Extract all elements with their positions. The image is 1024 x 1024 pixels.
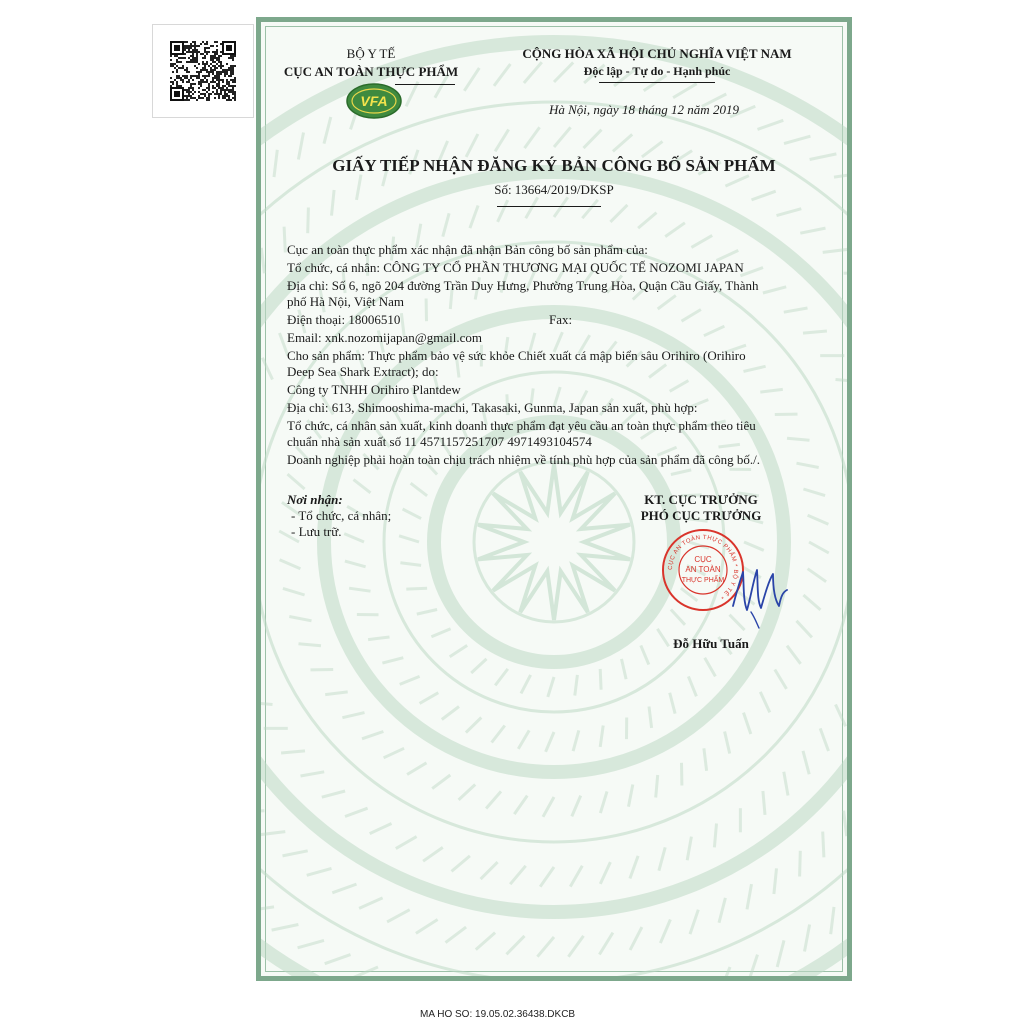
vfa-logo (345, 82, 403, 120)
standard-line-2: chuẩn nhà sản xuất số 11 4571157251707 4971493104574 (287, 434, 592, 449)
signatory-title-1: KT. CỤC TRƯỞNG (644, 492, 758, 507)
email-line: Email: xnk.nozomijapan@gmail.com (287, 330, 483, 345)
qr-code-image (170, 41, 236, 101)
qr-code-box (152, 24, 254, 118)
motto-underline (599, 82, 715, 83)
signatory-name: Đỗ Hữu Tuấn (673, 636, 749, 651)
stamp-ring-text: CỤC AN TOÀN THỰC PHẨM * BỘ Y TẾ * (667, 534, 739, 600)
address-line-1: Địa chỉ: Số 6, ngõ 204 đường Trần Duy Hưng, Phường Trung Hòa, Quận Cầu Giấy, Thành (287, 278, 759, 293)
title-underline (497, 206, 601, 207)
manufacturer-line: Công ty TNHH Orihiro Plantdew (287, 382, 461, 397)
country-name: CỘNG HÒA XÃ HỘI CHỦ NGHĨA VIỆT NAM (522, 46, 792, 61)
document-number: Số: 13664/2019/DKSP (494, 182, 614, 197)
fax-label: Fax: (549, 312, 573, 327)
document-title: GIẤY TIẾP NHẬN ĐĂNG KÝ BẢN CÔNG BỐ SẢN PHẨM (332, 156, 776, 175)
body-line-1: Cục an toàn thực phẩm xác nhận đã nhận Bản công bố sản phẩm của: (287, 242, 648, 257)
stamp-center-line-3: THỰC PHẨM (681, 577, 725, 584)
phone-line: Điện thoại: 18006510 (287, 312, 401, 327)
national-motto: Độc lập - Tự do - Hạnh phúc (583, 64, 731, 78)
document-content (261, 22, 847, 976)
recipient-item-2: - Lưu trữ. (291, 524, 342, 539)
svg-text:VFA: VFA (360, 93, 388, 109)
ministry-name: BỘ Y TẾ (346, 46, 396, 61)
responsibility-line: Doanh nghiệp phải hoàn toàn chịu trách nhiệm về tính phù hợp của sản phẩm đã công bố./. (287, 452, 760, 467)
recipients-heading: Nơi nhận: (287, 492, 343, 507)
handwritten-signature (721, 552, 801, 632)
left-header-rule (395, 84, 455, 85)
department-name: CỤC AN TOÀN THỰC PHẨM (283, 64, 459, 79)
product-line-2: Deep Sea Shark Extract); do: (287, 364, 439, 379)
recipient-item-1: - Tổ chức, cá nhân; (291, 508, 392, 523)
certificate-document (256, 17, 852, 981)
address-line-2: phố Hà Nội, Việt Nam (287, 294, 405, 309)
stamp-center-line-1: CỤC (694, 555, 712, 564)
manufacturer-address-line: Địa chỉ: 613, Shimooshima-machi, Takasaki, Gunma, Japan sản xuất, phù hợp: (287, 400, 698, 415)
signatory-title-2: PHÓ CỤC TRƯỞNG (640, 508, 762, 523)
product-line-1: Cho sản phẩm: Thực phẩm bảo vệ sức khỏe Chiết xuất cá mập biển sâu Orihiro (Orihiro (287, 348, 746, 363)
stamp-center-line-2: AN TOÀN (685, 565, 721, 574)
standard-line-1: Tổ chức, cá nhân sản xuất, kinh doanh thực phẩm đạt yêu cầu an toàn thực phẩm theo tiêu (287, 418, 756, 433)
organization-line: Tổ chức, cá nhân: CÔNG TY CỔ PHẦN THƯƠNG MẠI QUỐC TẾ NOZOMI JAPAN (287, 260, 744, 275)
date-line: Hà Nội, ngày 18 tháng 12 năm 2019 (549, 102, 739, 117)
dossier-code: MA HO SO: 19.05.02.36438.DKCB (420, 1009, 576, 1020)
